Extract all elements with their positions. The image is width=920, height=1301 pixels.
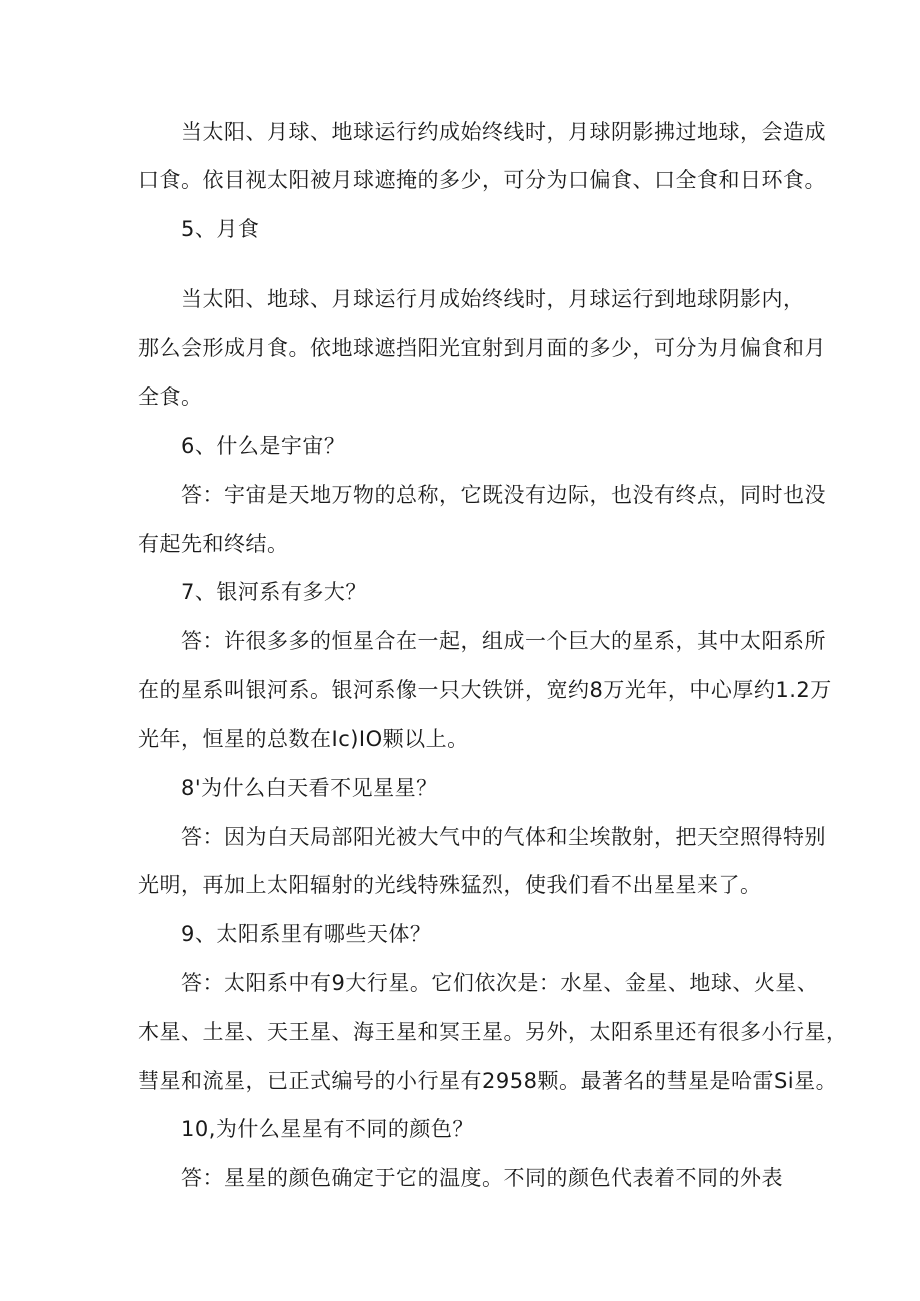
answer-7-line-3: 光年，恒星的总数在Ic)IO颗以上。 xyxy=(138,727,469,751)
question-7: 7、银河系有多大？ xyxy=(181,580,367,604)
heading-5-lunar-eclipse: 5、月食 xyxy=(181,217,260,241)
answer-8-line-2: 光明，再加上太阳辐射的光线特殊猛烈，使我们看不出星星来了。 xyxy=(138,873,762,897)
paragraph-lunar-eclipse-line-3: 全食。 xyxy=(138,385,203,409)
answer-7-line-1: 答：许很多多的恒星合在一起，组成一个巨大的星系，其中太阳系所 xyxy=(181,629,826,653)
answer-10-line-1: 答：星星的颜色确定于它的温度。不同的颜色代表着不同的外表 xyxy=(181,1166,783,1190)
paragraph-solar-eclipse-line-1: 当太阳、月球、地球运行约成始终线时，月球阴影拂过地球，会造成 xyxy=(181,120,826,144)
answer-9-line-3: 彗星和流星，已正式编号的小行星有2958颗。最著名的彗星是哈雷Si星。 xyxy=(138,1069,838,1093)
answer-6-line-2: 有起先和终结。 xyxy=(138,532,289,556)
question-9: 9、太阳系里有哪些天体？ xyxy=(181,922,432,946)
paragraph-lunar-eclipse-line-2: 那么会形成月食。依地球遮挡阳光宜射到月面的多少，可分为月偏食和月 xyxy=(138,336,826,360)
answer-9-line-1: 答：太阳系中有9大行星。它们依次是：水星、金星、地球、火星、 xyxy=(181,971,819,995)
question-8: 8'为什么白天看不见星星？ xyxy=(181,776,438,800)
question-10: 10,为什么星星有不同的颜色？ xyxy=(181,1117,474,1141)
question-6: 6、什么是宇宙？ xyxy=(181,434,346,458)
paragraph-solar-eclipse-line-2: 口食。依目视太阳被月球遮掩的多少，可分为口偏食、口全食和日环食。 xyxy=(138,168,826,192)
answer-8-line-1: 答：因为白天局部阳光被大气中的气体和尘埃散射，把天空照得特别 xyxy=(181,825,826,849)
answer-7-line-2: 在的星系叫银河系。银河系像一只大铁饼，宽约8万光年，中心厚约1.2万 xyxy=(138,678,832,702)
answer-6-line-1: 答：宇宙是天地万物的总称，它既没有边际，也没有终点，同时也没 xyxy=(181,483,826,507)
answer-9-line-2: 木星、土星、天王星、海王星和冥王星。另外，太阳系里还有很多小行星， xyxy=(138,1020,848,1044)
paragraph-lunar-eclipse-line-1: 当太阳、地球、月球运行月成始终线时，月球运行到地球阴影内， xyxy=(181,287,805,311)
